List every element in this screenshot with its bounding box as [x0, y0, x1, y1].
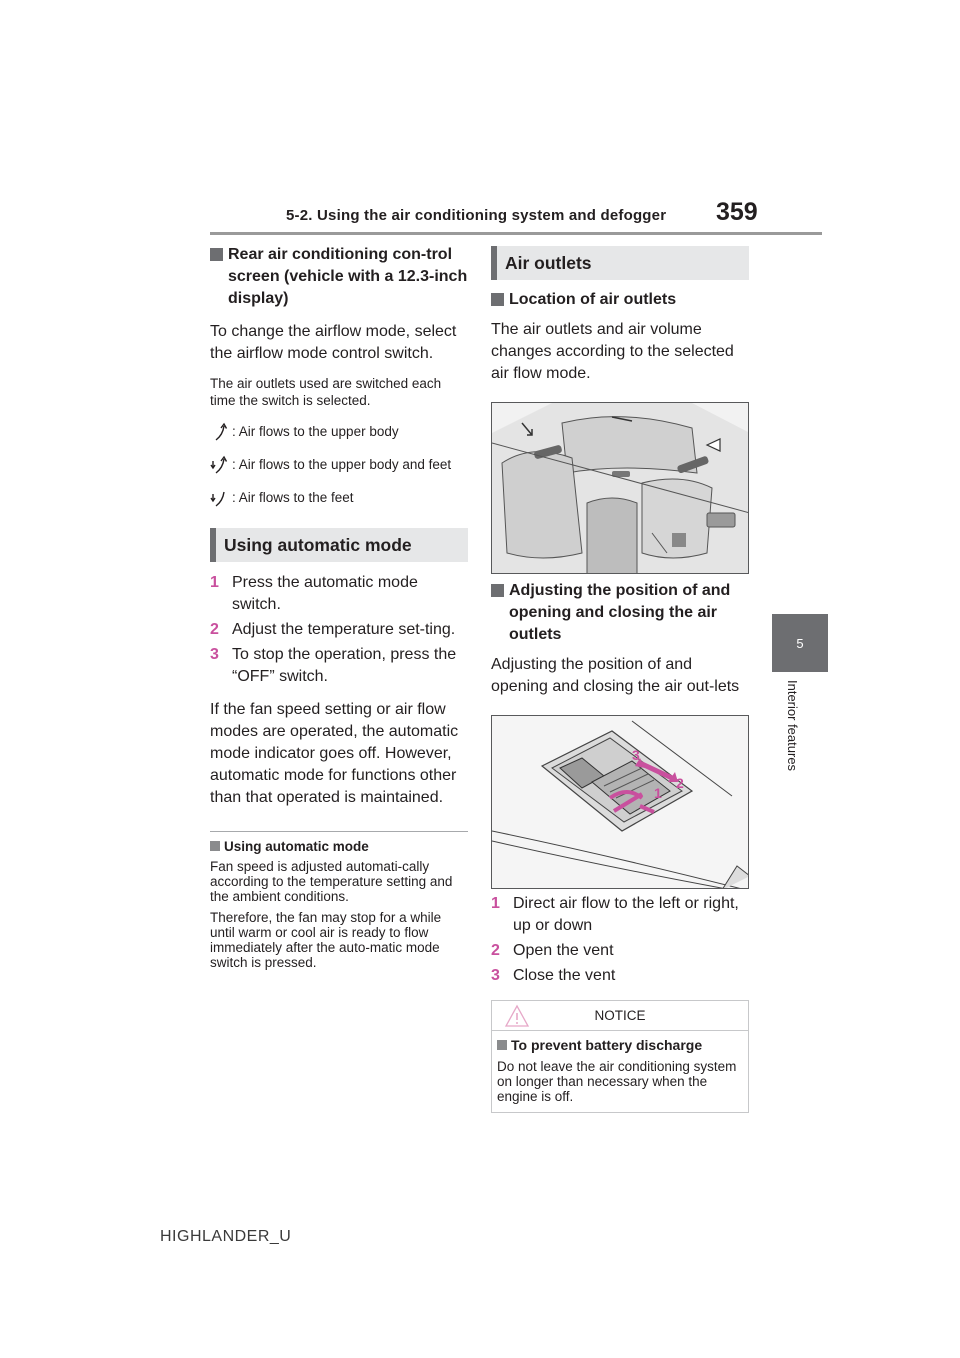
page-number: 359	[716, 198, 758, 226]
location-body: The air outlets and air volume changes according to the selected air flow mode.	[491, 321, 734, 382]
vent-callout-2: 2	[676, 775, 684, 791]
notice-text: Do not leave the air conditioning system on longer than necessary when the engine is off.	[497, 1059, 737, 1104]
rear-control-heading: Rear air conditioning con-trol screen (vehicle with a 12.3-inch display)	[210, 244, 468, 310]
step-item: 1 Press the automatic mode switch.	[210, 574, 418, 613]
notice-box	[491, 1000, 749, 1113]
warning-triangle-icon	[504, 1004, 530, 1028]
heading-bullet	[491, 293, 504, 306]
running-header: 5-2. Using the air conditioning system and defogger	[286, 207, 667, 224]
note-bullet	[210, 841, 220, 851]
vent-callout-1: 1	[654, 785, 662, 801]
airflow-upper-body-feet-icon	[210, 455, 232, 475]
step-item: 1 Direct air flow to the left or right, up or down	[491, 895, 739, 934]
model-footer: HIGHLANDER_U	[160, 1228, 292, 1245]
notice-body	[492, 1031, 748, 1112]
notice-header	[492, 1001, 748, 1031]
rear-control-body: To change the airflow mode, select the airflow mode control switch.	[210, 323, 457, 362]
notice-label: NOTICE	[594, 1008, 646, 1023]
vent-steps	[491, 893, 749, 987]
airflow-upper-body-icon	[210, 422, 232, 442]
cabin-drawing	[492, 403, 749, 574]
cabin-air-outlets-illustration	[491, 402, 749, 574]
note-paragraph: Fan speed is adjusted automati-cally according to the temperature setting and the ambient conditions.	[210, 859, 453, 904]
adjust-heading: Adjusting the position of and opening and closing the air outlets	[491, 580, 749, 646]
heading-bullet	[491, 584, 504, 597]
step-item: 2 Adjust the temperature set-ting.	[210, 621, 456, 638]
chapter-label-text: Interior features	[785, 680, 800, 772]
step-item: 3 Close the vent	[491, 967, 616, 984]
section-using-automatic-mode: Using automatic mode	[210, 528, 468, 562]
location-heading: Location of air outlets	[491, 289, 749, 311]
section-air-outlets: Air outlets	[491, 246, 749, 280]
note-paragraph: Therefore, the fan may stop for a while until warm or cool air is ready to flow immediately after the auto-matic mode switch is pressed.	[210, 910, 442, 970]
airflow-feet-icon	[210, 488, 232, 508]
notice-heading: To prevent battery discharge	[497, 1037, 742, 1054]
notice-bullet	[497, 1040, 507, 1050]
vent-adjust-illustration	[491, 715, 749, 889]
note-heading: Using automatic mode	[210, 838, 468, 855]
automatic-mode-body: If the fan speed setting or air flow modes are operated, the automatic mode indicator goes off. However, automatic mode for functions other than that operated is maintained.	[210, 701, 459, 806]
mode-upper-body: : Air flows to the upper body	[210, 422, 468, 442]
header-divider	[210, 232, 822, 235]
chapter-tab: 5	[772, 614, 828, 672]
chapter-label	[785, 680, 812, 820]
heading-bullet	[210, 248, 223, 261]
note-divider	[210, 831, 468, 832]
mode-upper-body-feet: : Air flows to the upper body and feet	[210, 455, 468, 475]
mode-feet: : Air flows to the feet	[210, 488, 468, 508]
vent-callout-3: 3	[632, 747, 640, 763]
right-column	[491, 246, 749, 1113]
vent-drawing	[492, 716, 749, 889]
step-item: 2 Open the vent	[491, 942, 614, 959]
rear-control-note: The air outlets used are switched each time the switch is selected.	[210, 376, 442, 408]
left-column	[210, 240, 468, 970]
automatic-mode-steps	[210, 572, 468, 688]
adjust-body: Adjusting the position of and opening and closing the air out-lets	[491, 656, 740, 695]
step-item: 3 To stop the operation, press the “OFF” switch.	[210, 646, 457, 685]
